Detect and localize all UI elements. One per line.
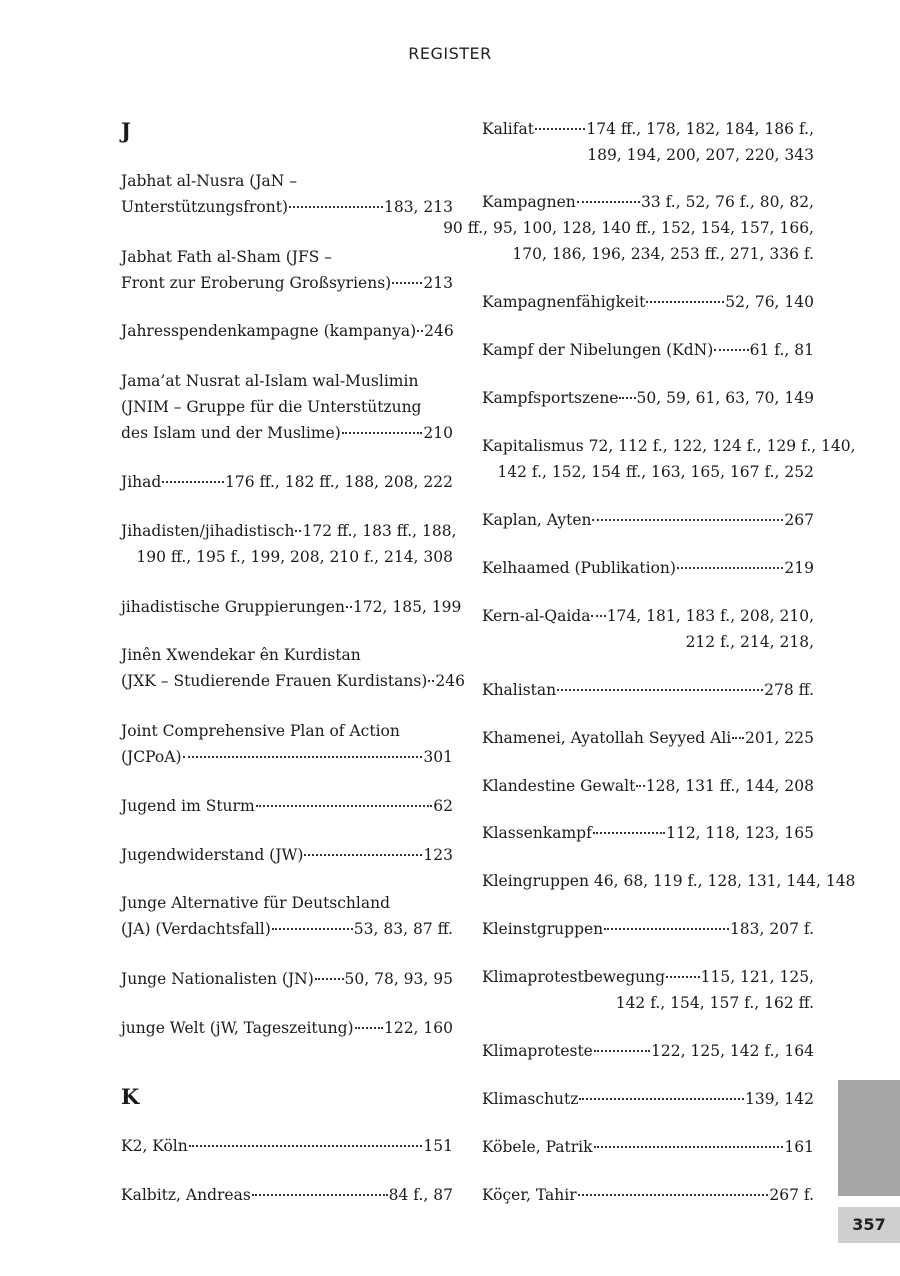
index-entry-continuation [482, 629, 814, 655]
index-entry-line [121, 594, 462, 620]
dot-leader [604, 928, 729, 930]
dot-leader [593, 832, 665, 834]
page-references: 142 f., 152, 154 ff., 163, 165, 167 f., 252 [497, 463, 814, 481]
index-entry [121, 842, 453, 868]
index-entry-line [482, 555, 814, 581]
index-term: Jinên Xwendekar ên Kurdistan [121, 646, 361, 664]
index-entry-line [482, 289, 814, 315]
page-references: 246 [435, 672, 465, 690]
index-entry [482, 507, 814, 533]
index-term: Klimaproteste [482, 1042, 593, 1060]
index-entry-line [121, 368, 453, 394]
dot-leader [577, 201, 640, 203]
index-entry-line [482, 433, 856, 459]
index-entry-line [482, 725, 814, 751]
index-entry-line [482, 1134, 814, 1160]
page-references: 201, 225 [744, 729, 814, 747]
index-entry-line [482, 1086, 814, 1112]
dot-leader [342, 432, 423, 434]
page-references: 219 [784, 559, 814, 577]
index-term: Jabhat al-Nusra (JaN – [121, 172, 298, 190]
dot-leader [594, 1146, 784, 1148]
index-term: (JA) (Verdachtsfall) [121, 920, 271, 938]
index-entry-line [482, 677, 814, 703]
index-entry-continuation [482, 459, 814, 485]
index-entry-line [121, 916, 453, 942]
index-term: Junge Alternative für Deutschland [121, 894, 391, 912]
index-entry-line [121, 394, 453, 420]
index-term: Kampagnen [482, 193, 576, 211]
index-entry-line [121, 1182, 453, 1208]
page-references: 62 [433, 797, 453, 815]
page-references: 172 ff., 183 ff., 188, [302, 522, 457, 540]
index-term: Front zur Eroberung Großsyriens) [121, 274, 392, 292]
index-term: Klimaprotestbewegung [482, 968, 666, 986]
index-term: Jabhat Fath al-Sham (JFS – [121, 248, 333, 266]
index-entry [482, 1038, 814, 1064]
dot-leader [346, 606, 352, 608]
index-term: (JCPoA) [121, 748, 182, 766]
index-entry [482, 289, 814, 315]
dot-leader [315, 978, 344, 980]
index-term: Köbele, Patrik [482, 1138, 593, 1156]
index-entry [482, 1182, 814, 1208]
index-entry [121, 793, 453, 819]
index-entry-line [482, 1038, 814, 1064]
index-entry [121, 469, 453, 495]
index-term: jihadistische Gruppierungen [121, 598, 345, 616]
index-entry-continuation [482, 990, 814, 1016]
index-term: Unterstützungsfront) [121, 198, 288, 216]
index-entry-continuation [443, 215, 814, 241]
dot-leader [304, 854, 422, 856]
index-entry-line [121, 668, 465, 694]
index-entry [482, 916, 814, 942]
dot-leader [162, 481, 224, 483]
index-term: Khamenei, Ayatollah Seyyed Ali [482, 729, 732, 747]
index-term: (JNIM – Gruppe für die Unterstützung [121, 398, 422, 416]
dot-leader [272, 928, 353, 930]
index-entry [482, 1134, 814, 1160]
index-term: Kalbitz, Andreas [121, 1186, 251, 1204]
page-references: 139, 142 [744, 1090, 814, 1108]
page-references: 267 [784, 511, 814, 529]
index-term: Klassenkampf [482, 824, 592, 842]
index-entry [482, 433, 856, 485]
dot-leader [619, 397, 635, 399]
page-references: 50, 78, 93, 95 [344, 970, 453, 988]
dot-leader [646, 301, 724, 303]
page-references: 301 [423, 748, 453, 766]
dot-leader [295, 530, 301, 532]
index-entry-line [121, 718, 453, 744]
index-term: des Islam und der Muslime) [121, 424, 341, 442]
index-entry-line [121, 1015, 453, 1041]
page-references: 50, 59, 61, 63, 70, 149 [636, 389, 814, 407]
index-entry-line [121, 842, 453, 868]
index-term: Kern-al-Qaida [482, 607, 591, 625]
dot-leader [252, 1194, 388, 1196]
page-references: 151 [423, 1137, 453, 1155]
index-term: Klimaschutz [482, 1090, 579, 1108]
index-entry [121, 518, 457, 570]
index-term: K2, Köln [121, 1137, 188, 1155]
dot-leader [677, 567, 783, 569]
index-entry [482, 725, 814, 751]
dot-leader [535, 128, 585, 130]
index-term: Kampf der Nibelungen (KdN) [482, 341, 714, 359]
dot-leader [557, 689, 763, 691]
index-entry-line [121, 420, 453, 446]
page-references: 53, 83, 87 ff. [353, 920, 453, 938]
page-references: 128, 131 ff., 144, 208 [645, 777, 814, 795]
page-references: 90 ff., 95, 100, 128, 140 ff., 152, 154, 157, 166, [443, 219, 814, 237]
dot-leader [256, 805, 433, 807]
index-entry-line [121, 793, 453, 819]
index-entry [482, 964, 814, 1016]
page-references: 213 [423, 274, 453, 292]
page-references: 190 ff., 195 f., 199, 208, 210 f., 214, 308 [136, 548, 453, 566]
page-references: 122, 160 [383, 1019, 453, 1037]
index-entry [121, 890, 453, 942]
index-entry [121, 594, 462, 620]
index-term: Khalistan [482, 681, 557, 699]
dot-leader [592, 519, 783, 521]
index-entry-line [482, 116, 814, 142]
index-term: Joint Comprehensive Plan of Action [121, 722, 400, 740]
index-entry-line [482, 964, 814, 990]
index-term: Klandestine Gewalt [482, 777, 636, 795]
page-references: 174, 181, 183 f., 208, 210, [606, 607, 814, 625]
page-references: 170, 186, 196, 234, 253 ff., 271, 336 f. [512, 245, 814, 263]
section-letter-j: J [121, 118, 131, 143]
index-entry [443, 189, 814, 267]
index-term: (JXK – Studierende Frauen Kurdistans) [121, 672, 428, 690]
index-entry-line [482, 603, 814, 629]
index-entry [121, 1015, 453, 1041]
index-entry-line [121, 966, 453, 992]
page-references: 115, 121, 125, [700, 968, 814, 986]
index-term: Kapitalismus 72, 112 f., 122, 124 f., 129 f., 140, [482, 437, 856, 455]
dot-leader [591, 615, 605, 617]
index-term: Jihad [121, 473, 162, 491]
index-entry-line [482, 820, 814, 846]
page-references: 33 f., 52, 76 f., 80, 82, [640, 193, 814, 211]
index-term: Jihadisten/jihadistisch [121, 522, 295, 540]
index-entry [482, 773, 814, 799]
page-references: 172, 185, 199 [352, 598, 462, 616]
index-entry-continuation [482, 241, 814, 267]
index-entry [121, 966, 453, 992]
index-entry-line [482, 189, 814, 215]
index-entry [121, 168, 453, 220]
index-entry [121, 244, 453, 296]
index-entry [482, 1086, 814, 1112]
page-references: 210 [423, 424, 453, 442]
page-references: 52, 76, 140 [725, 293, 814, 311]
dot-leader [183, 756, 423, 758]
index-entry [482, 385, 814, 411]
index-entry-line [482, 916, 814, 942]
index-term: Köçer, Tahir [482, 1186, 577, 1204]
index-entry [482, 555, 814, 581]
index-entry-line [121, 518, 457, 544]
page-references: 183, 207 f. [729, 920, 814, 938]
page-references: 183, 213 [383, 198, 453, 216]
page-references: 122, 125, 142 f., 164 [651, 1042, 814, 1060]
index-term: Kampfsportszene [482, 389, 619, 407]
index-entry [121, 1182, 453, 1208]
index-entry [121, 318, 453, 344]
dot-leader [578, 1194, 769, 1196]
index-term: Kampagnenfähigkeit [482, 293, 646, 311]
page-references: 112, 118, 123, 165 [666, 824, 814, 842]
dot-leader [666, 976, 700, 978]
index-entry-continuation [482, 142, 814, 168]
index-entry-line [482, 507, 814, 533]
index-entry-line [482, 385, 814, 411]
index-term: Jugendwiderstand (JW) [121, 846, 304, 864]
page-references: 212 f., 214, 218, [685, 633, 814, 651]
index-entry-line [482, 868, 856, 894]
dot-leader [355, 1027, 383, 1029]
dot-leader [392, 282, 422, 284]
page-references: 278 ff. [764, 681, 814, 699]
index-entry [482, 337, 814, 363]
index-entry-continuation [121, 544, 453, 570]
index-entry [121, 1133, 453, 1159]
dot-leader [189, 1145, 423, 1147]
dot-leader [417, 330, 423, 332]
section-letter-k: K [121, 1084, 140, 1109]
page-references: 246 [424, 322, 454, 340]
dot-leader [594, 1050, 650, 1052]
index-entry [482, 868, 856, 894]
index-entry-line [482, 337, 814, 363]
index-entry-line [121, 244, 453, 270]
running-head: REGISTER [408, 44, 492, 63]
index-term: Kalifat [482, 120, 534, 138]
dot-leader [714, 349, 748, 351]
page-references: 267 f. [769, 1186, 814, 1204]
dot-leader [579, 1098, 744, 1100]
index-term: Jama’at Nusrat al-Islam wal-Muslimin [121, 372, 419, 390]
index-entry-line [121, 642, 453, 668]
page-references: 189, 194, 200, 207, 220, 343 [587, 146, 814, 164]
dot-leader [636, 785, 644, 787]
page-references: 142 f., 154, 157 f., 162 ff. [615, 994, 814, 1012]
index-entry [482, 677, 814, 703]
index-entry-line [121, 318, 453, 344]
index-entry-line [121, 194, 453, 220]
page-references: 123 [423, 846, 453, 864]
thumb-index-tab [838, 1080, 900, 1196]
index-entry-line [121, 890, 453, 916]
index-term: Kleinstgruppen [482, 920, 604, 938]
index-entry-line [121, 168, 453, 194]
index-term: Kelhaamed (Publikation) [482, 559, 676, 577]
index-entry-line [121, 744, 453, 770]
index-entry-line [482, 773, 814, 799]
index-entry-line [121, 1133, 453, 1159]
index-entry-line [121, 469, 453, 495]
index-term: Junge Nationalisten (JN) [121, 970, 314, 988]
index-entry [482, 603, 814, 655]
page-references: 174 ff., 178, 182, 184, 186 f., [586, 120, 814, 138]
index-entry [121, 718, 453, 770]
page-references: 61 f., 81 [749, 341, 814, 359]
page-references: 161 [784, 1138, 814, 1156]
index-entry [121, 642, 465, 694]
page-references: 84 f., 87 [388, 1186, 453, 1204]
index-term: Kleingruppen 46, 68, 119 f., 128, 131, 144, 148 [482, 872, 856, 890]
index-entry-line [482, 1182, 814, 1208]
page-references: 176 ff., 182 ff., 188, 208, 222 [225, 473, 453, 491]
index-entry [482, 116, 814, 168]
index-entry [482, 820, 814, 846]
dot-leader [289, 206, 383, 208]
index-term: junge Welt (jW, Tageszeitung) [121, 1019, 354, 1037]
index-entry [121, 368, 453, 446]
page-number: 357 [838, 1207, 900, 1243]
index-term: Jugend im Sturm [121, 797, 255, 815]
dot-leader [732, 737, 744, 739]
index-term: Kaplan, Ayten [482, 511, 592, 529]
index-entry-line [121, 270, 453, 296]
dot-leader [428, 680, 434, 682]
index-term: Jahresspendenkampagne (kampanya) [121, 322, 417, 340]
